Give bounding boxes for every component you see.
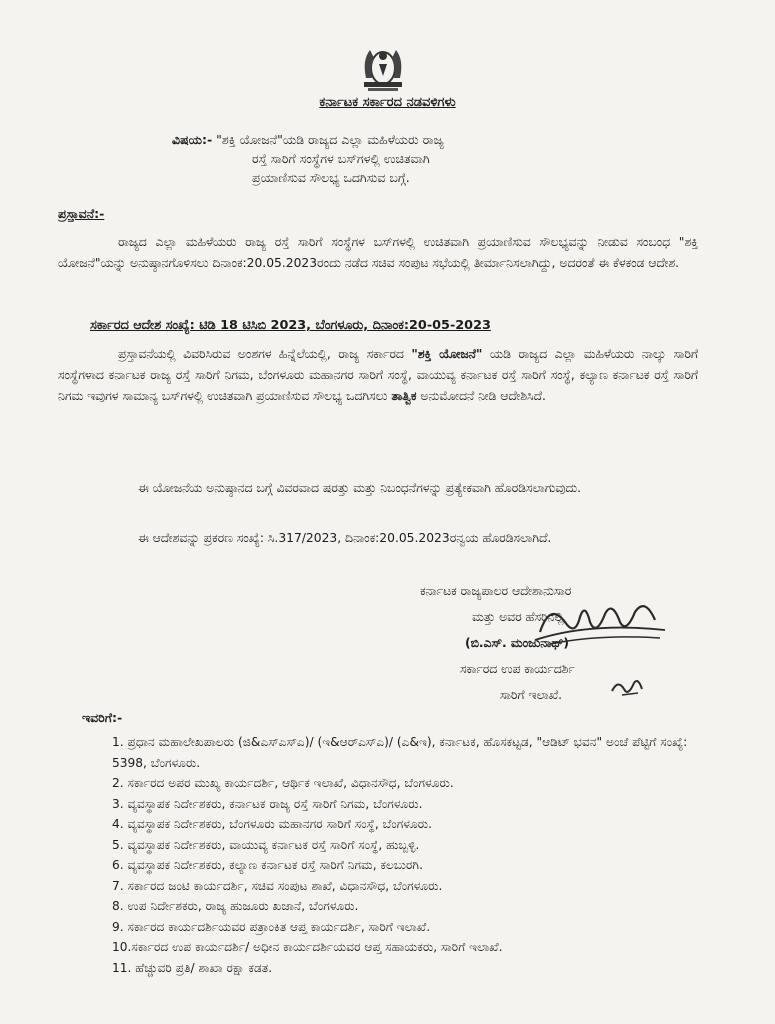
list-item: 10.ಸರ್ಕಾರದ ಉಪ ಕಾರ್ಯದರ್ಶಿ/ ಅಧೀನ ಕಾರ್ಯದರ್ಶಿಯವರ ಆಪ್ತ ಸಹಾಯಕರು, ಸಾರಿಗೆ ಇಲಾಖೆ. bbox=[112, 940, 503, 954]
para-text: ಯಡಿ ರಾಜ್ಯದ ಎಲ್ಲಾ ಮಹಿಳೆಯರು ನಾಲ್ಕು ಸಾರಿಗೆ ಸಂಸ್ಥೆಗಳಾದ ಕರ್ನಾಟಕ ರಾಜ್ಯ ರಸ್ತೆ ಸಾರಿಗೆ ನಿಗಮ, ಬೆಂಗಳೂರು ಮಹಾನಗರ ಸಾರಿಗೆ ಸಂಸ್ಥೆ, ವಾಯುವ್ಯ ಕರ್ನಾಟಕ ರಸ್ತೆ ಸಾರಿಗೆ ಸಂಸ್ಥೆ, ಕಲ್ಯಾಣ ಕರ್ನಾಟಕ ರಸ್ತೆ ಸಾರಿಗೆ ನಿಗಮ ಇವುಗಳ ಸಾಮಾನ್ಯ ಬಸ್‌ಗಳಲ್ಲಿ ಉಚಿತವಾಗಿ ಪ್ರಯಾಣಿಸುವ ಸೌಲಭ್ಯ ಒದಗಿಸಲು bbox=[58, 347, 698, 403]
order-paragraph-3: ಈ ಆದೇಶವನ್ನು ಪ್ರಕರಣ ಸಂಖ್ಯೆ: ಸಿ.317/2023, ದಿನಾಂಕ:20.05.2023ರನ್ವಯ ಹೊರಡಿಸಲಾಗಿದೆ. bbox=[138, 531, 552, 545]
list-item: 11. ಹೆಚ್ಚುವರಿ ಪ್ರತಿ/ ಶಾಖಾ ರಕ್ಷಾ ಕಡತ. bbox=[112, 960, 273, 975]
list-item: 3. ವ್ಯವಸ್ಥಾಪಕ ನಿರ್ದೇಶಕರು, ಕರ್ನಾಟಕ ರಾಜ್ಯ ರಸ್ತೆ ಸಾರಿಗೆ ನಿಗಮ, ಬೆಂಗಳೂರು. bbox=[112, 796, 423, 811]
list-item: 5. ವ್ಯವಸ್ಥಾಪಕ ನಿರ್ದೇಶಕರು, ವಾಯುವ್ಯ ಕರ್ನಾಟಕ ರಸ್ತೆ ಸಾರಿಗೆ ಸಂಸ್ಥೆ, ಹುಬ್ಬಳ್ಳಿ. bbox=[112, 837, 420, 852]
signatory-designation: ಸರ್ಕಾರದ ಉಪ ಕಾರ್ಯದರ್ಶಿ bbox=[460, 662, 575, 676]
list-item: 6. ವ್ಯವಸ್ಥಾಪಕ ನಿರ್ದೇಶಕರು, ಕಲ್ಯಾಣ ಕರ್ನಾಟಕ ರಸ್ತೆ ಸಾರಿಗೆ ನಿಗಮ, ಕಲಬುರಗಿ. bbox=[112, 858, 423, 872]
para-text: ಅನುಮೋದನೆ ನೀಡಿ ಆದೇಶಿಸಿದೆ. bbox=[416, 389, 546, 403]
handwritten-signature-icon bbox=[530, 592, 670, 652]
list-item: 4. ವ್ಯವಸ್ಥಾಪಕ ನಿರ್ದೇಶಕರು, ಬೆಂಗಳೂರು ಮಹಾನಗರ ಸಾರಿಗೆ ಸಂಸ್ಥೆ, ಬೆಂಗಳೂರು. bbox=[112, 817, 432, 831]
subject-line: ರಸ್ತೆ ಸಾರಿಗೆ ಸಂಸ್ಥೆಗಳ ಬಸ್‌ಗಳಲ್ಲಿ ಉಚಿತವಾಗಿ bbox=[252, 151, 430, 166]
order-paragraph-2: ಈ ಯೋಜನೆಯ ಅನುಷ್ಠಾನದ ಬಗ್ಗೆ ವಿವರವಾದ ಷರತ್ತು ಮತ್ತು ನಿಬಂಧನೆಗಳನ್ನು ಪ್ರತ್ಯೇಕವಾಗಿ ಹೊರಡಿಸಲಾಗುವುದು. bbox=[138, 481, 582, 495]
subject-block bbox=[172, 130, 612, 187]
recipients-label: ಇವರಿಗೆ:- bbox=[82, 710, 123, 725]
para-text: ಪ್ರಸ್ತಾವನೆಯಲ್ಲಿ ವಿವರಿಸಿರುವ ಅಂಶಗಳ ಹಿನ್ನೆಲೆಯಲ್ಲಿ, ರಾಜ್ಯ ಸರ್ಕಾರದ bbox=[118, 347, 412, 361]
recipient-list bbox=[112, 732, 712, 978]
list-item: 8. ಉಪ ನಿರ್ದೇಶಕರು, ರಾಜ್ಯ ಹುಜೂರು ಖಜಾನೆ, ಬೆಂಗಳೂರು. bbox=[112, 899, 359, 913]
order-number-line: ಸರ್ಕಾರದ ಆದೇಶ ಸಂಖ್ಯೆ: ಟಿಡಿ 18 ಟಿಸಿಬಿ 2023, ಬೆಂಗಳೂರು, ದಿನಾಂಕ:20-05-2023 bbox=[90, 318, 491, 333]
preamble-text: ರಾಜ್ಯದ ಎಲ್ಲಾ ಮಹಿಳೆಯರು ರಾಜ್ಯ ರಸ್ತೆ ಸಾರಿಗೆ ಸಂಸ್ಥೆಗಳ ಬಸ್‌ಗಳಲ್ಲಿ ಉಚಿತವಾಗಿ ಪ್ರಯಾಣಿಸುವ ಸೌಲಭ್ಯವನ್ನು ನೀಡುವ ಸಂಬಂಧ "ಶಕ್ತಿ ಯೋಜನೆ"ಯನ್ನು ಅನುಷ್ಠಾನಗೊಳಿಸಲು ದಿನಾಂಕ:20.05.2023ರಂದು ನಡೆದ ಸಚಿವ ಸಂಪುಟ ಸಭೆಯಲ್ಲಿ ತೀರ್ಮಾನಿಸಲಾಗಿದ್ದು, ಅದರಂತೆ ಈ ಕೆಳಕಂಡ ಆದೇಶ. bbox=[58, 235, 698, 270]
state-emblem-icon bbox=[352, 38, 414, 96]
principle-word: ತಾತ್ವಿಕ bbox=[391, 389, 417, 403]
list-item: 9. ಸರ್ಕಾರದ ಕಾರ್ಯದರ್ಶಿಯವರ ಪತ್ರಾಂಕಿತ ಆಪ್ತ ಕಾರ್ಯದರ್ಶಿ, ಸಾರಿಗೆ ಇಲಾಖೆ. bbox=[112, 919, 431, 934]
signatory-name: (ಬಿ.ಎಸ್. ಮಂಜುನಾಥ್) bbox=[465, 636, 569, 650]
signatory-department: ಸಾರಿಗೆ ಇಲಾಖೆ. bbox=[500, 688, 563, 702]
list-item: 1. ಪ್ರಧಾನ ಮಹಾಲೇಖಪಾಲರು (ಜಿ&ಎಸ್ಎಸ್ಎ)/ (ಇ&ಆರ್‌ಎಸ್ಎ)/ (ಎ&ಇ), ಕರ್ನಾಟಕ, ಹೊಸಕಟ್ಟಡ, "ಆಡಿಟ್ ಭವನ" ಅಂಚೆ ಪೆಟ್ಟಿಗೆ ಸಂಖ್ಯೆ: 5398, ಬೆಂಗಳೂರು. bbox=[112, 735, 688, 770]
list-item: 7. ಸರ್ಕಾರದ ಜಂಟಿ ಕಾರ್ಯದರ್ಶಿ, ಸಚಿವ ಸಂಪುಟ ಶಾಖೆ, ವಿಧಾನಸೌಧ, ಬೆಂಗಳೂರು. bbox=[112, 878, 443, 893]
scheme-name: "ಶಕ್ತಿ ಯೋಜನೆ" bbox=[411, 347, 483, 361]
list-item: 2. ಸರ್ಕಾರದ ಅಪರ ಮುಖ್ಯ ಕಾರ್ಯದರ್ಶಿ, ಆರ್ಥಿಕ ಇಲಾಖೆ, ವಿಧಾನಸೌಧ, ಬೆಂಗಳೂರು. bbox=[112, 776, 454, 790]
subject-label: ವಿಷಯ:- bbox=[172, 132, 213, 147]
subject-line: "ಶಕ್ತಿ ಯೋಜನೆ"ಯಡಿ ರಾಜ್ಯದ ಎಲ್ಲಾ ಮಹಿಳೆಯರು ರಾಜ್ಯ bbox=[216, 132, 444, 147]
document-title: ಕರ್ನಾಟಕ ಸರ್ಕಾರದ ನಡವಳಿಗಳು bbox=[319, 95, 456, 110]
signature-line: ಕರ್ನಾಟಕ ರಾಜ್ಯಪಾಲರ ಆದೇಶಾನುಸಾರ bbox=[420, 584, 572, 598]
initials-mark-icon bbox=[608, 675, 648, 699]
preamble-label: ಪ್ರಸ್ತಾವನೆ:- bbox=[58, 206, 105, 221]
order-paragraph-1 bbox=[58, 344, 698, 407]
signature-line: ಮತ್ತು ಅವರ ಹೆಸರಿನಲ್ಲಿ bbox=[472, 610, 564, 624]
subject-line: ಪ್ರಯಾಣಿಸುವ ಸೌಲಭ್ಯ ಒದಗಿಸುವ ಬಗ್ಗೆ. bbox=[252, 170, 410, 185]
